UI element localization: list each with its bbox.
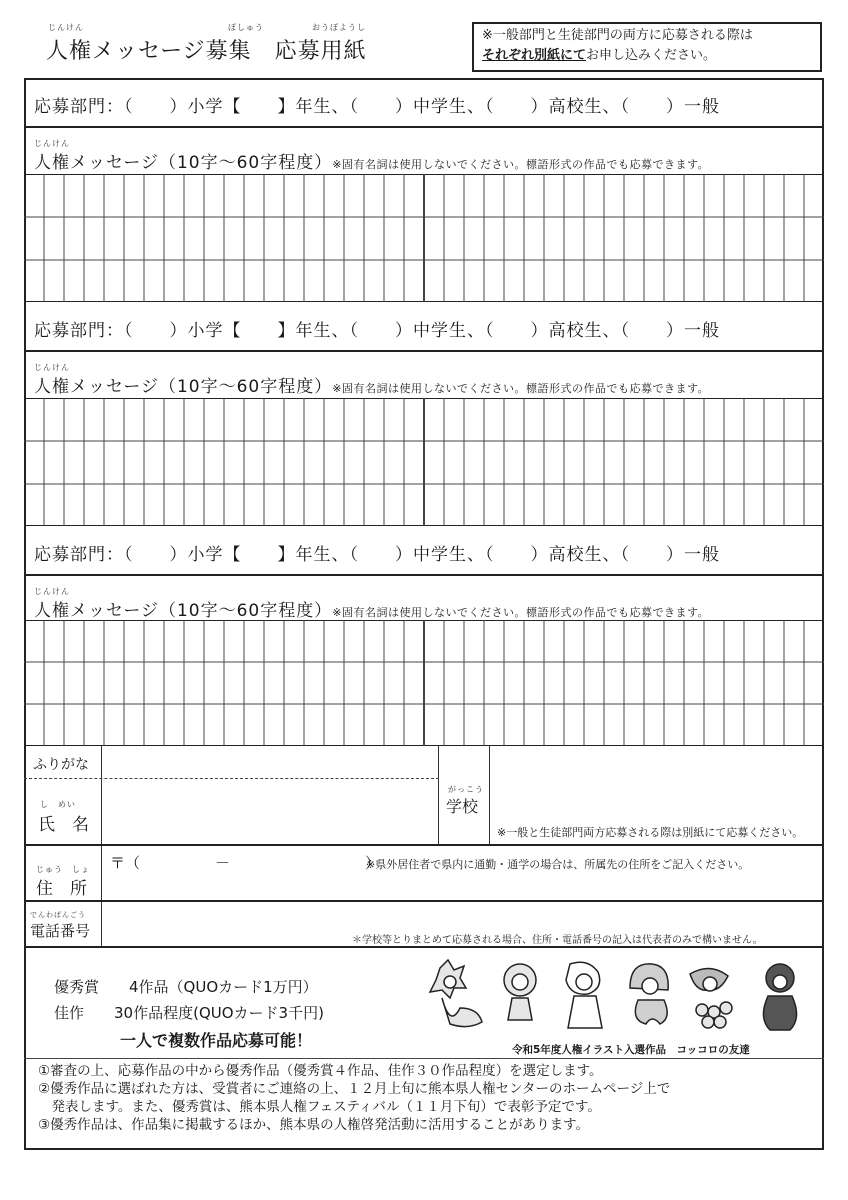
- note-1: ①審査の上、応募作品の中から優秀作品（優秀賞４作品、佳作３０作品程度）を選定します。: [38, 1063, 603, 1079]
- character-illustrations-svg: [420, 958, 830, 1038]
- school-ruby: がっこう: [448, 785, 484, 794]
- school-field[interactable]: [495, 750, 819, 816]
- message-note-1: ※固有名詞は使用しないでください。標語形式の作品でも応募できます。: [332, 158, 710, 171]
- phone-note: ＊学校等とりまとめて応募される場合、住所・電話番号の記入は代表者のみで構いません。: [352, 935, 763, 946]
- phone-ruby: でんわばんごう: [30, 911, 86, 919]
- message-note-2: ※固有名詞は使用しないでください。標語形式の作品でも応募できます。: [332, 382, 710, 395]
- note-3: ③優秀作品は、作品集に掲載するほか、熊本県の人権啓発活動に活用することがあります。: [38, 1117, 590, 1133]
- name-school-divider: [438, 746, 439, 844]
- message-ruby-3: じんけん: [34, 587, 70, 596]
- school-note: ※一般と生徒部門両方応募される際は別紙にて応募ください。: [497, 826, 804, 839]
- message-label-row-3: [34, 596, 709, 621]
- title-ruby-oboyoshi: おうぼようし: [312, 23, 366, 32]
- message-label-3: 人権メッセージ（10字～60字程度）: [34, 601, 333, 621]
- divider: [24, 1058, 824, 1059]
- illustration-caption: 令和5年度人権イラスト入選作品 コッコロの友達: [512, 1044, 750, 1056]
- message-label-row-1: [34, 148, 709, 173]
- message-grid-3[interactable]: [24, 620, 824, 746]
- notice-line-2-rest: お申し込みください。: [586, 48, 717, 63]
- title-ruby-boshu: ぼしゅう: [228, 23, 264, 32]
- divider: [24, 126, 824, 128]
- phone-field[interactable]: [108, 904, 818, 930]
- message-label-1: 人権メッセージ（10字～60字程度）: [34, 153, 333, 173]
- message-grid-2[interactable]: [24, 398, 824, 526]
- address-note: ※県外居住者で県内に通勤・通学の場合は、所属先の住所をご記入ください。: [366, 858, 750, 871]
- divider: [24, 844, 824, 846]
- school-label: 学校: [446, 797, 479, 816]
- school-label-divider: [489, 746, 490, 844]
- department-row-2[interactable]: 応募部門：（ ）小学【 】年生、（ ）中学生、（ ）高校生、（ ）一般: [34, 321, 720, 341]
- address-label: 住 所: [36, 879, 87, 899]
- postal-code-field[interactable]: 〒（ － ）: [110, 854, 381, 872]
- message-grid-1[interactable]: [24, 174, 824, 302]
- message-label-2: 人権メッセージ（10字～60字程度）: [34, 377, 333, 397]
- furigana-field[interactable]: [108, 750, 434, 776]
- furigana-divider: [24, 778, 439, 779]
- divider: [24, 946, 824, 948]
- name-ruby: し めい: [40, 800, 76, 809]
- name-field[interactable]: [108, 782, 434, 840]
- award-excellent: 優秀賞 4作品（QUOカード1万円）: [54, 978, 318, 996]
- message-grid-svg-3: [24, 620, 824, 746]
- furigana-label: ふりがな: [33, 757, 89, 773]
- character-illustrations: [420, 958, 830, 1038]
- message-ruby-1: じんけん: [34, 139, 70, 148]
- name-label: 氏 名: [38, 815, 89, 835]
- label-column-divider: [101, 746, 102, 946]
- message-note-3: ※固有名詞は使用しないでください。標語形式の作品でも応募できます。: [332, 606, 710, 619]
- divider: [24, 574, 824, 576]
- divider: [24, 350, 824, 352]
- notice-emphasis: それぞれ別紙にて: [482, 48, 587, 63]
- phone-label: 電話番号: [30, 922, 91, 940]
- note-2a: ②優秀作品に選ばれた方は、受賞者にご連絡の上、１２月上旬に熊本県人権センターのホームページ上で: [38, 1081, 671, 1097]
- message-grid-svg-1: [24, 174, 824, 302]
- notice-box: [472, 22, 822, 72]
- notice-line-1: ※一般部門と生徒部門の両方に応募される際は: [482, 28, 753, 43]
- divider: [24, 900, 824, 902]
- note-2b: 発表します。また、優秀賞は、熊本県人権フェスティバル（１１月下旬）で表彰予定です。: [38, 1099, 601, 1115]
- page-title: 人権メッセージ募集 応募用紙: [46, 39, 367, 64]
- department-row-3[interactable]: 応募部門：（ ）小学【 】年生、（ ）中学生、（ ）高校生、（ ）一般: [34, 545, 720, 565]
- message-label-row-2: [34, 372, 709, 397]
- department-row-1[interactable]: 応募部門：（ ）小学【 】年生、（ ）中学生、（ ）高校生、（ ）一般: [34, 97, 720, 117]
- address-ruby: じゅう しょ: [36, 865, 90, 874]
- award-honorable: 佳作 30作品程度(QUOカード3千円): [54, 1004, 324, 1022]
- notice-line-2: [482, 46, 812, 66]
- message-grid-svg-2: [24, 398, 824, 526]
- address-field[interactable]: [108, 874, 818, 896]
- multiple-entries-note: 一人で複数作品応募可能！: [120, 1031, 313, 1050]
- message-ruby-2: じんけん: [34, 363, 70, 372]
- title-ruby-jinken: じんけん: [48, 23, 84, 32]
